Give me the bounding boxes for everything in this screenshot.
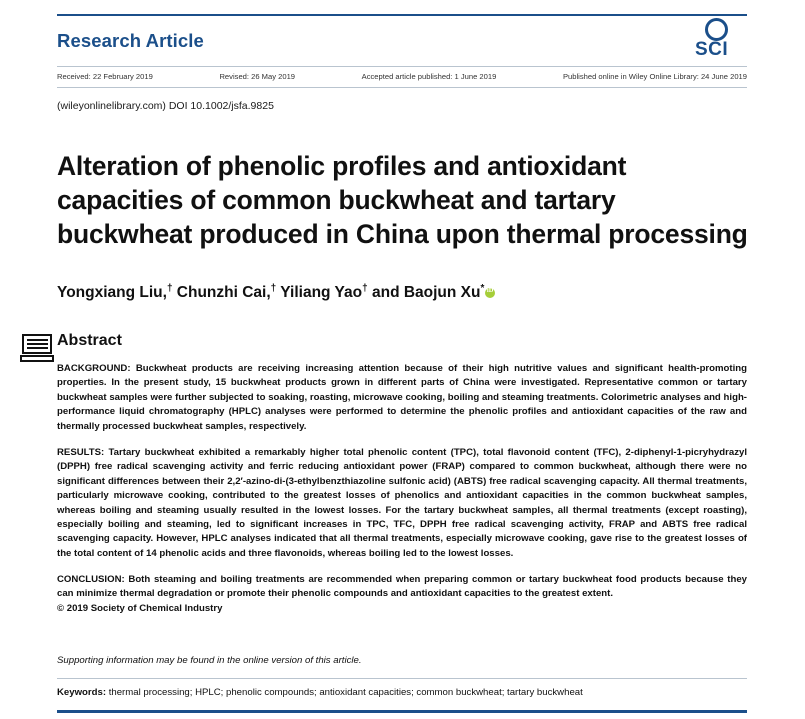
abstract-background-text: Buckwheat products are receiving increasing attention because of their high nutritive values and significant health-promoting properties. In the present study, 15 buckwheat products grown in different parts of China were investigated. Representative common or tartary buckwheat samples were further subjected to soaking, roasting, microwave cooking, boiling and steaming treatments. Colorimetric analyses and high-performance liquid chromatography (HPLC) analyses were performed to determine the phenolic profiles and antioxidant capacities of the raw and thermally processed buckwheat samples, respectively. [57,363,747,432]
abstract-background-paragraph [57,362,747,434]
date-revised: Revised: 26 May 2019 [219,72,296,81]
author-list [57,283,757,302]
sci-logo [691,18,747,66]
keywords-label: Keywords: [57,687,107,698]
date-published: Published online in Wiley Online Library: 24 June 2019 [562,72,747,81]
author-1: Yongxiang Liu, [57,284,167,302]
article-header [57,24,747,64]
publication-dates [57,72,747,81]
keywords-list: thermal processing; HPLC; phenolic compounds; antioxidant capacities; common buckwheat; tartary buckwheat [106,687,583,698]
author-4-corresponding-marker: * [480,283,485,294]
abstract-results-text: Tartary buckwheat exhibited a remarkably higher total phenolic content (TPC), total flavonoid content (TFC), 2-diphenyl-1-picryhydrazyl (DPPH) free radical scavenging activity and ferric reducing antioxidant power (FRAP) compared to common buckwheat, although there were no significant differences between their 2,2′-azino-di-(3-ethylbenzthiazoline sulfonic acid) (ABTS) free radical scavenging capacity. All thermal treatments, particularly microwave cooking, contributed to the greatest losses of phenolics and antioxidant capacities in the common buckwheat samples, whereas boiling and steaming usually resulted in the lowest losses. For the tartary buckwheat samples, all thermal treatments (except roasting), especially boiling and steaming, led to significant increases in TPC, TFC, DPPH free radical scavenging activity, FRAP and ABTS free radical scavenging capacity. However, HPLC analyses indicated that all thermal treatments, especially microwave cooking, gave rise to the greatest losses of the total content of 14 phenolic acids and three flavonoids, whereas boiling led to the lowest losses. [57,446,747,559]
abstract-results-paragraph [57,446,747,561]
abstract-conclusion-label: CONCLUSION: [57,574,125,586]
author-3: Yiliang Yao [276,284,363,302]
abstract-heading: Abstract [57,332,122,349]
abstract-conclusion-paragraph [57,573,747,616]
copyright-text: © 2019 Society of Chemical Industry [57,602,223,614]
date-accepted: Accepted article published: 1 June 2019 [361,72,497,81]
supporting-information-note: Supporting information may be found in the online version of this article. [57,655,362,666]
keywords-rule [57,678,747,679]
orcid-icon[interactable] [485,288,495,298]
dates-rule-bottom [57,87,747,88]
abstract-body [57,362,747,628]
abstract-background-label: BACKGROUND: [57,363,131,374]
author-1-affiliation-marker: † [166,283,173,294]
abstract-conclusion-text: Both steaming and boiling treatments are recommended when preparing common or tartary buckwheat food products because they can minimize thermal degradation or promote their phenolic compounds and antioxidant capacities to the greatest extent. [57,574,747,600]
footer-rule [57,710,747,713]
page-title: Alteration of phenolic profiles and antioxidant capacities of common buckwheat and tartary buckwheat produced in China upon thermal processing [57,150,748,249]
author-2: Chunzhi Cai, [172,284,271,302]
abstract-results-label: RESULTS: [57,446,105,458]
header-top-rule [57,14,747,16]
doi-link[interactable]: (wileyonlinelibrary.com) DOI 10.1002/jsfa.9825 [57,100,274,112]
date-received: Received: 22 February 2019 [57,72,153,81]
computer-monitor-icon [20,334,56,364]
dates-rule-top [57,66,747,67]
monitor-base-icon [20,355,54,362]
circle-icon [705,18,728,41]
keywords-line [57,687,747,698]
author-2-affiliation-marker: † [270,283,277,294]
author-4: and Baojun Xu [367,284,481,302]
monitor-screen-icon [22,334,52,354]
sci-logo-text: SCI [695,39,729,60]
article-type-label: Research Article [57,30,204,51]
author-3-affiliation-marker: † [362,283,368,294]
